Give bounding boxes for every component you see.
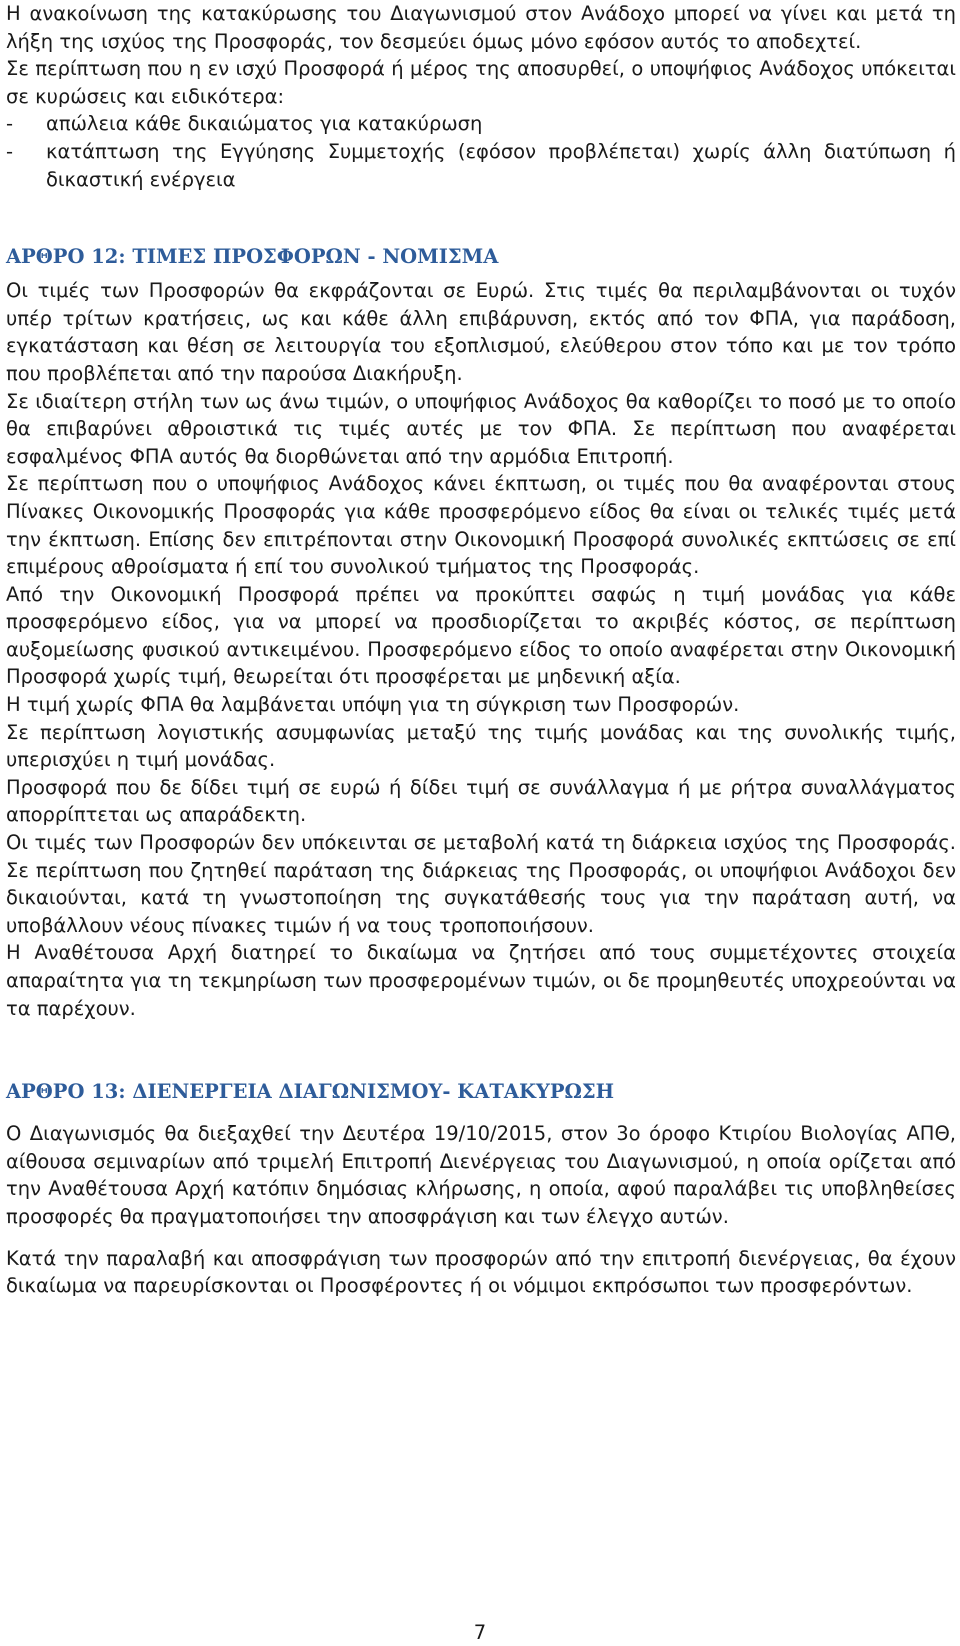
article-12-paragraph: Σε ιδιαίτερη στήλη των ως άνω τιμών, ο υποψήφιος Ανάδοχος θα καθορίζει το ποσό με το οποίο θα επιβαρύνει αθροιστικά τις τιμές αυτές με τον ΦΠΑ. Σε περίπτωση που αναφέρεται εσφαλμένος ΦΠΑ αυτός θα διορθώνεται από την αρμόδια Επιτροπή. (6, 389, 956, 468)
article-12-paragraph: Προσφορά που δε δίδει τιμή σε ευρώ ή δίδει τιμή σε συνάλλαγμα ή με ρήτρα συναλλάγματος απορρίπτεται ως απαράδεκτη. (6, 775, 956, 827)
article-12-paragraph: Σε περίπτωση λογιστικής ασυμφωνίας μεταξύ της τιμής μονάδας και της συνολικής τιμής, υπερισχύει η τιμή μονάδας. (6, 720, 956, 772)
intro-paragraph: Η ανακοίνωση της κατακύρωσης του Διαγωνισμού στον Ανάδοχο μπορεί να γίνει και μετά τη λήξη της ισχύος της Προσφοράς, τον δεσμεύει όμως μόνο εφόσον αυτός το αποδεχτεί. (6, 2, 956, 53)
list-item-text: απώλεια κάθε δικαιώματος για κατακύρωση (46, 112, 483, 136)
article-13-paragraph: Ο Διαγωνισμός θα διεξαχθεί την Δευτέρα 19/10/2015, στον 3ο όροφο Κτιρίου Βιολογίας ΑΠΘ, αίθουσα σεμιναρίων από τριμελή Επιτροπή Διενέργειας του Διαγωνισμού, η οποία ορίζεται από την Αναθέτουσα Αρχή κατόπιν δημόσιας κλήρωσης, η οποία, αφού παραλάβει τις υποβληθείσες προσφορές θα πραγματοποιήσει την αποσφράγιση και των έλεγχο αυτών. (6, 1122, 956, 1228)
list-item (6, 138, 956, 193)
page-number: 7 (473, 1621, 487, 1644)
article-12-paragraph: Η Αναθέτουσα Αρχή διατηρεί το δικαίωμα να ζητήσει από τους συμμετέχοντες στοιχεία απαραίτητα για τη τεκμηρίωση των προσφερομένων τιμών, οι δε προμηθευτές υποχρεούνται να τα παρέχουν. (6, 941, 956, 1020)
paragraph-spacer (6, 1231, 956, 1245)
list-dash: - (6, 139, 14, 163)
article-12-paragraph: Σε περίπτωση που ο υποψήφιος Ανάδοχος κάνει έκπτωση, οι τιμές που θα αναφέρονται στους Πίνακες Οικονομικής Προσφοράς για κάθε προσφερόμενο είδος θα είναι οι τελικές τιμές μετά την έκπτωση. Επίσης δεν επιτρέπονται στην Οικονομική Προσφορά συνολικές εκπτώσεις σε επί επιμέρους αθροίσματα ή επί του συνολικού τμήματος της Προσφοράς. (6, 472, 956, 579)
intro-paragraph: Σε περίπτωση που η εν ισχύ Προσφορά ή μέρος της αποσυρθεί, ο υποψήφιος Ανάδοχος υπόκειται σε κυρώσεις και ειδικότερα: (6, 57, 956, 108)
list-item (6, 110, 956, 138)
article-13-paragraph: Κατά την παραλαβή και αποσφράγιση των προσφορών από την επιτροπή διενέργειας, θα έχουν δικαίωμα να παρευρίσκονται οι Προσφέροντες ή οι νόμιμοι εκπρόσωποι των προσφερόντων. (6, 1246, 956, 1298)
article-12-paragraph: Από την Οικονομική Προσφορά πρέπει να προκύπτει σαφώς η τιμή μονάδας για κάθε προσφερόμενο είδος, για να μπορεί να προσδιορίζεται το ακριβές κόστος, σε περίπτωση αυξομείωσης φυσικού αντικειμένου. Προσφερόμενο είδος το οποίο αναφέρεται στην Οικονομική Προσφορά χωρίς τιμή, θεωρείται ότι προσφέρεται με μηδενική αξία. (6, 582, 956, 689)
page-content (6, 0, 956, 1300)
article-12-paragraph: Η τιμή χωρίς ΦΠΑ θα λαμβάνεται υπόψη για τη σύγκριση των Προσφορών. (6, 693, 740, 717)
list-dash: - (6, 112, 14, 136)
article-12-paragraph: Οι τιμές των Προσφορών θα εκφράζονται σε Ευρώ. Στις τιμές θα περιλαμβάνονται οι τυχόν υπέρ τρίτων κρατήσεις, ως και κάθε άλλη επιβάρυνση, εκτός από τον ΦΠΑ, για παράδοση, εγκατάσταση και θέση σε λειτουργία του εξοπλισμού, ελεύθερου στον τόπο και με τον τρόπο που προβλέπεται από την παρούσα Διακήρυξη. (6, 279, 956, 385)
article-12-heading: ΑΡΘΡΟ 12: ΤΙΜΕΣ ΠΡΟΣΦΟΡΩΝ - ΝΟΜΙΣΜΑ (6, 245, 499, 269)
article-12-paragraph: Οι τιμές των Προσφορών δεν υπόκεινται σε μεταβολή κατά τη διάρκεια ισχύος της Προσφοράς. Σε περίπτωση που ζητηθεί παράταση της διάρκειας της Προσφοράς, οι υποψήφιοι Ανάδοχοι δεν δικαιούνται, κατά τη γνωστοποίηση της συγκατάθεσής τους για την παράταση αυτή, να υποβάλλουν νέους πίνακες τιμών ή να τους τροποποιήσουν. (6, 831, 956, 937)
article-13-heading: ΑΡΘΡΟ 13: ΔΙΕΝΕΡΓΕΙΑ ΔΙΑΓΩΝΙΣΜΟΥ- ΚΑΤΑΚΥΡΩΣΗ (6, 1080, 615, 1104)
list-item-text: κατάπτωση της Εγγύησης Συμμετοχής (εφόσον προβλέπεται) χωρίς άλλη διατύπωση ή δικαστική ενέργεια (46, 139, 956, 191)
